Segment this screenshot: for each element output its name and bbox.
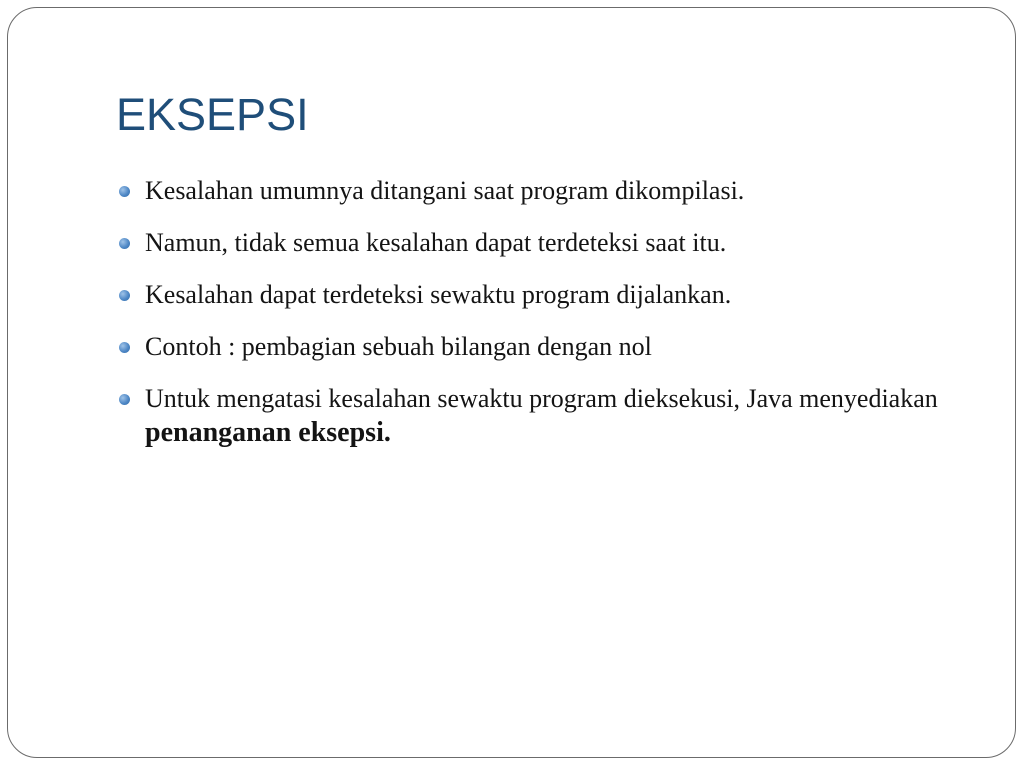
bullet-text: Namun, tidak semua kesalahan dapat terdeteksi saat itu. xyxy=(145,228,727,257)
bullet-emphasis-text: penanganan eksepsi. xyxy=(145,417,391,448)
bullet-text: Contoh : pembagian sebuah bilangan dengan nol xyxy=(145,332,652,361)
bullet-list xyxy=(115,174,995,468)
list-item xyxy=(115,226,995,260)
bullet-text: Kesalahan dapat terdeteksi sewaktu program dijalankan. xyxy=(145,280,732,309)
list-item xyxy=(115,330,995,364)
bullet-dot-icon xyxy=(119,186,130,197)
bullet-dot-icon xyxy=(119,342,130,353)
list-item xyxy=(115,382,995,450)
list-item xyxy=(115,174,995,208)
bullet-text: Untuk mengatasi kesalahan sewaktu program dieksekusi, Java menyediakan xyxy=(145,384,938,413)
list-item xyxy=(115,278,995,312)
bullet-dot-icon xyxy=(119,238,130,249)
slide-title: EKSEPSI xyxy=(116,89,309,140)
bullet-dot-icon xyxy=(119,394,130,405)
slide-frame xyxy=(7,7,1016,758)
bullet-dot-icon xyxy=(119,290,130,301)
bullet-text: Kesalahan umumnya ditangani saat program dikompilasi. xyxy=(145,176,745,205)
